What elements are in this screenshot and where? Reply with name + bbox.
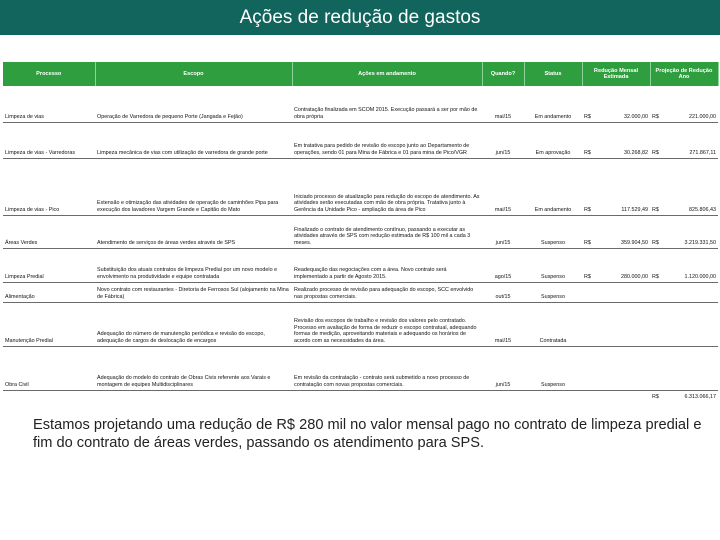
- cell-projecao: [650, 248, 718, 282]
- cell-escopo: Extensão e otimização das atividades de operação de caminhões Pipa para execução dos lavadores Vargem Grande e Capitão do Mato: [95, 158, 292, 215]
- table-row: [3, 215, 718, 248]
- cell-escopo: Adequação do número de manutenção periódica e revisão do escopo, adequação de cargos de deslocação de encargos: [95, 302, 292, 346]
- cell-quando: out/15: [482, 282, 524, 302]
- cell-escopo: Operação de Varredora de pequeno Porte (Jangada e Fejão): [95, 86, 292, 122]
- cell-processo: Áreas Verdes: [3, 215, 95, 248]
- table-total-row: [3, 390, 718, 402]
- cell-acoes: Em tratativa para pedido de revisão do escopo junto ao Departamento de operações, sendo 01 para Mina de Fábrica e 01 para mina de Pico/VGR: [292, 122, 482, 158]
- cell-reducao: [582, 346, 650, 390]
- cell-status: Suspenso: [524, 215, 582, 248]
- cost-reduction-table: [3, 62, 718, 402]
- cell-processo: Limpeza Predial: [3, 248, 95, 282]
- cell-processo: Obra Civil: [3, 346, 95, 390]
- cell-processo: Alimentação: [3, 282, 95, 302]
- cell-escopo: Novo contrato com restaurantes - Diretoria de Ferrosos Sul (alojamento na Mina de Fábrica): [95, 282, 292, 302]
- projecao-value: 3.219.331,50: [684, 239, 716, 246]
- cell-quando: ago/15: [482, 248, 524, 282]
- table-row: [3, 122, 718, 158]
- cell-acoes: Realizado processo de revisão para adequação do escopo, SCC envolvido nas propostas comerciais.: [292, 282, 482, 302]
- cell-quando: mai/15: [482, 302, 524, 346]
- cell-status: Em aprovação: [524, 122, 582, 158]
- cell-escopo: Limpeza mecânica de vias com utilização de varredora de grande porte: [95, 122, 292, 158]
- currency-label: R$: [652, 273, 659, 280]
- cell-status: Suspenso: [524, 248, 582, 282]
- table-row: [3, 282, 718, 302]
- header-projecao-ano: Projeção de Redução Ano: [650, 62, 718, 86]
- reducao-value: 32.000,00: [624, 113, 648, 120]
- cell-quando: mai/15: [482, 86, 524, 122]
- table-row: [3, 158, 718, 215]
- cell-projecao: [650, 346, 718, 390]
- header-processo: Processo: [3, 62, 95, 86]
- projecao-value: 271.867,11: [689, 149, 716, 156]
- cell-acoes: Finalizado o contrato de atendimento contínuo, passando a executar as atividades através de SPS com redução estimada de R$ 100 mil a cada 3 meses.: [292, 215, 482, 248]
- cell-reducao: [582, 282, 650, 302]
- cell-total: [650, 390, 718, 402]
- cell-status: Contratada: [524, 302, 582, 346]
- currency-label: R$: [652, 149, 659, 156]
- cell-projecao: [650, 86, 718, 122]
- cell-escopo: Substituição dos atuais contratos de limpeza Predial por um novo modelo e envolvimento na produtividade e equipe contratada: [95, 248, 292, 282]
- currency-label: R$: [652, 206, 659, 213]
- cell-reducao: [582, 248, 650, 282]
- cell-reducao: [582, 215, 650, 248]
- header-reducao-mensal: Redução Mensal Estimada: [582, 62, 650, 86]
- currency-label: R$: [584, 239, 591, 246]
- currency-label: R$: [584, 206, 591, 213]
- projecao-value: 825.806,43: [689, 206, 716, 213]
- total-value: 6.313.066,17: [684, 394, 716, 401]
- reducao-value: 30.268,82: [624, 149, 648, 156]
- table-row: [3, 248, 718, 282]
- cell-quando: mai/15: [482, 158, 524, 215]
- header-escopo: Escopo: [95, 62, 292, 86]
- cost-reduction-grid: [3, 62, 719, 402]
- header-quando: Quando?: [482, 62, 524, 86]
- cell-acoes: Contratação finalizada em SCOM 2015. Execução passará a ser por mão de obra própria: [292, 86, 482, 122]
- cell-processo: Limpeza de vias: [3, 86, 95, 122]
- cell-status: Suspenso: [524, 346, 582, 390]
- header-status: Status: [524, 62, 582, 86]
- cell-escopo: Adequação do modelo do contrato de Obras Civis referente aos Varais e montagem de equipes Multidisciplinares: [95, 346, 292, 390]
- currency-label: R$: [584, 149, 591, 156]
- cell-acoes: Iniciado processo de atualização para redução do escopo de atendimento. As atividades serão executadas com mão de obra própria. Tratativa junto à Gerência da Unidade Pico - ampliação da área de Pico: [292, 158, 482, 215]
- reducao-value: 280.000,00: [621, 273, 648, 280]
- table-row: [3, 86, 718, 122]
- cell-projecao: [650, 158, 718, 215]
- cell-projecao: [650, 302, 718, 346]
- cell-reducao: [582, 158, 650, 215]
- page-title: Ações de redução de gastos: [0, 0, 720, 35]
- cell-projecao: [650, 282, 718, 302]
- cell-acoes: Em revisão da contratação - contrato será submetido a novo processo de contratação com novas propostas comerciais.: [292, 346, 482, 390]
- table-row: [3, 346, 718, 390]
- table-row: [3, 302, 718, 346]
- total-spacer: [3, 390, 650, 402]
- cell-processo: Manutenção Predial: [3, 302, 95, 346]
- summary-text: Estamos projetando uma redução de R$ 280 mil no valor mensal pago no contrato de limpeza predial e fim do contrato de áreas verdes, passando os atendimento para SPS.: [33, 417, 702, 451]
- cell-acoes: Revisão dos escopos de trabalho e revisão dos valores pelo contratado. Processo em avaliação de forma de reduzir o escopo contratual, adequando formas de medição, aproveitando materiais e adequando os horários de acordo com as necessidades da área.: [292, 302, 482, 346]
- cell-projecao: [650, 215, 718, 248]
- header-acoes: Ações em andamento: [292, 62, 482, 86]
- cell-quando: jun/15: [482, 122, 524, 158]
- reducao-value: 117.529,49: [621, 206, 648, 213]
- cell-escopo: Atendimento de serviços de áreas verdes através de SPS: [95, 215, 292, 248]
- reducao-value: 359.904,50: [621, 239, 648, 246]
- currency-label: R$: [584, 113, 591, 120]
- cell-reducao: [582, 302, 650, 346]
- cell-status: Em andamento: [524, 158, 582, 215]
- table-header-row: [3, 62, 718, 86]
- cell-processo: Limpeza de vias - Pico: [3, 158, 95, 215]
- currency-label: R$: [652, 113, 659, 120]
- cell-projecao: [650, 122, 718, 158]
- cell-processo: Limpeza de vias - Varredoras: [3, 122, 95, 158]
- projecao-value: 1.120.000,00: [684, 273, 716, 280]
- currency-label: R$: [652, 394, 659, 401]
- cell-status: Suspenso: [524, 282, 582, 302]
- cell-quando: jun/15: [482, 346, 524, 390]
- cell-acoes: Readequação das negociações com a área. Novo contrato será implementado a partir de Agosto 2015.: [292, 248, 482, 282]
- cell-reducao: [582, 122, 650, 158]
- projecao-value: 221.000,00: [689, 113, 716, 120]
- currency-label: R$: [652, 239, 659, 246]
- cell-reducao: [582, 86, 650, 122]
- cell-status: Em andamento: [524, 86, 582, 122]
- cell-quando: jun/15: [482, 215, 524, 248]
- currency-label: R$: [584, 273, 591, 280]
